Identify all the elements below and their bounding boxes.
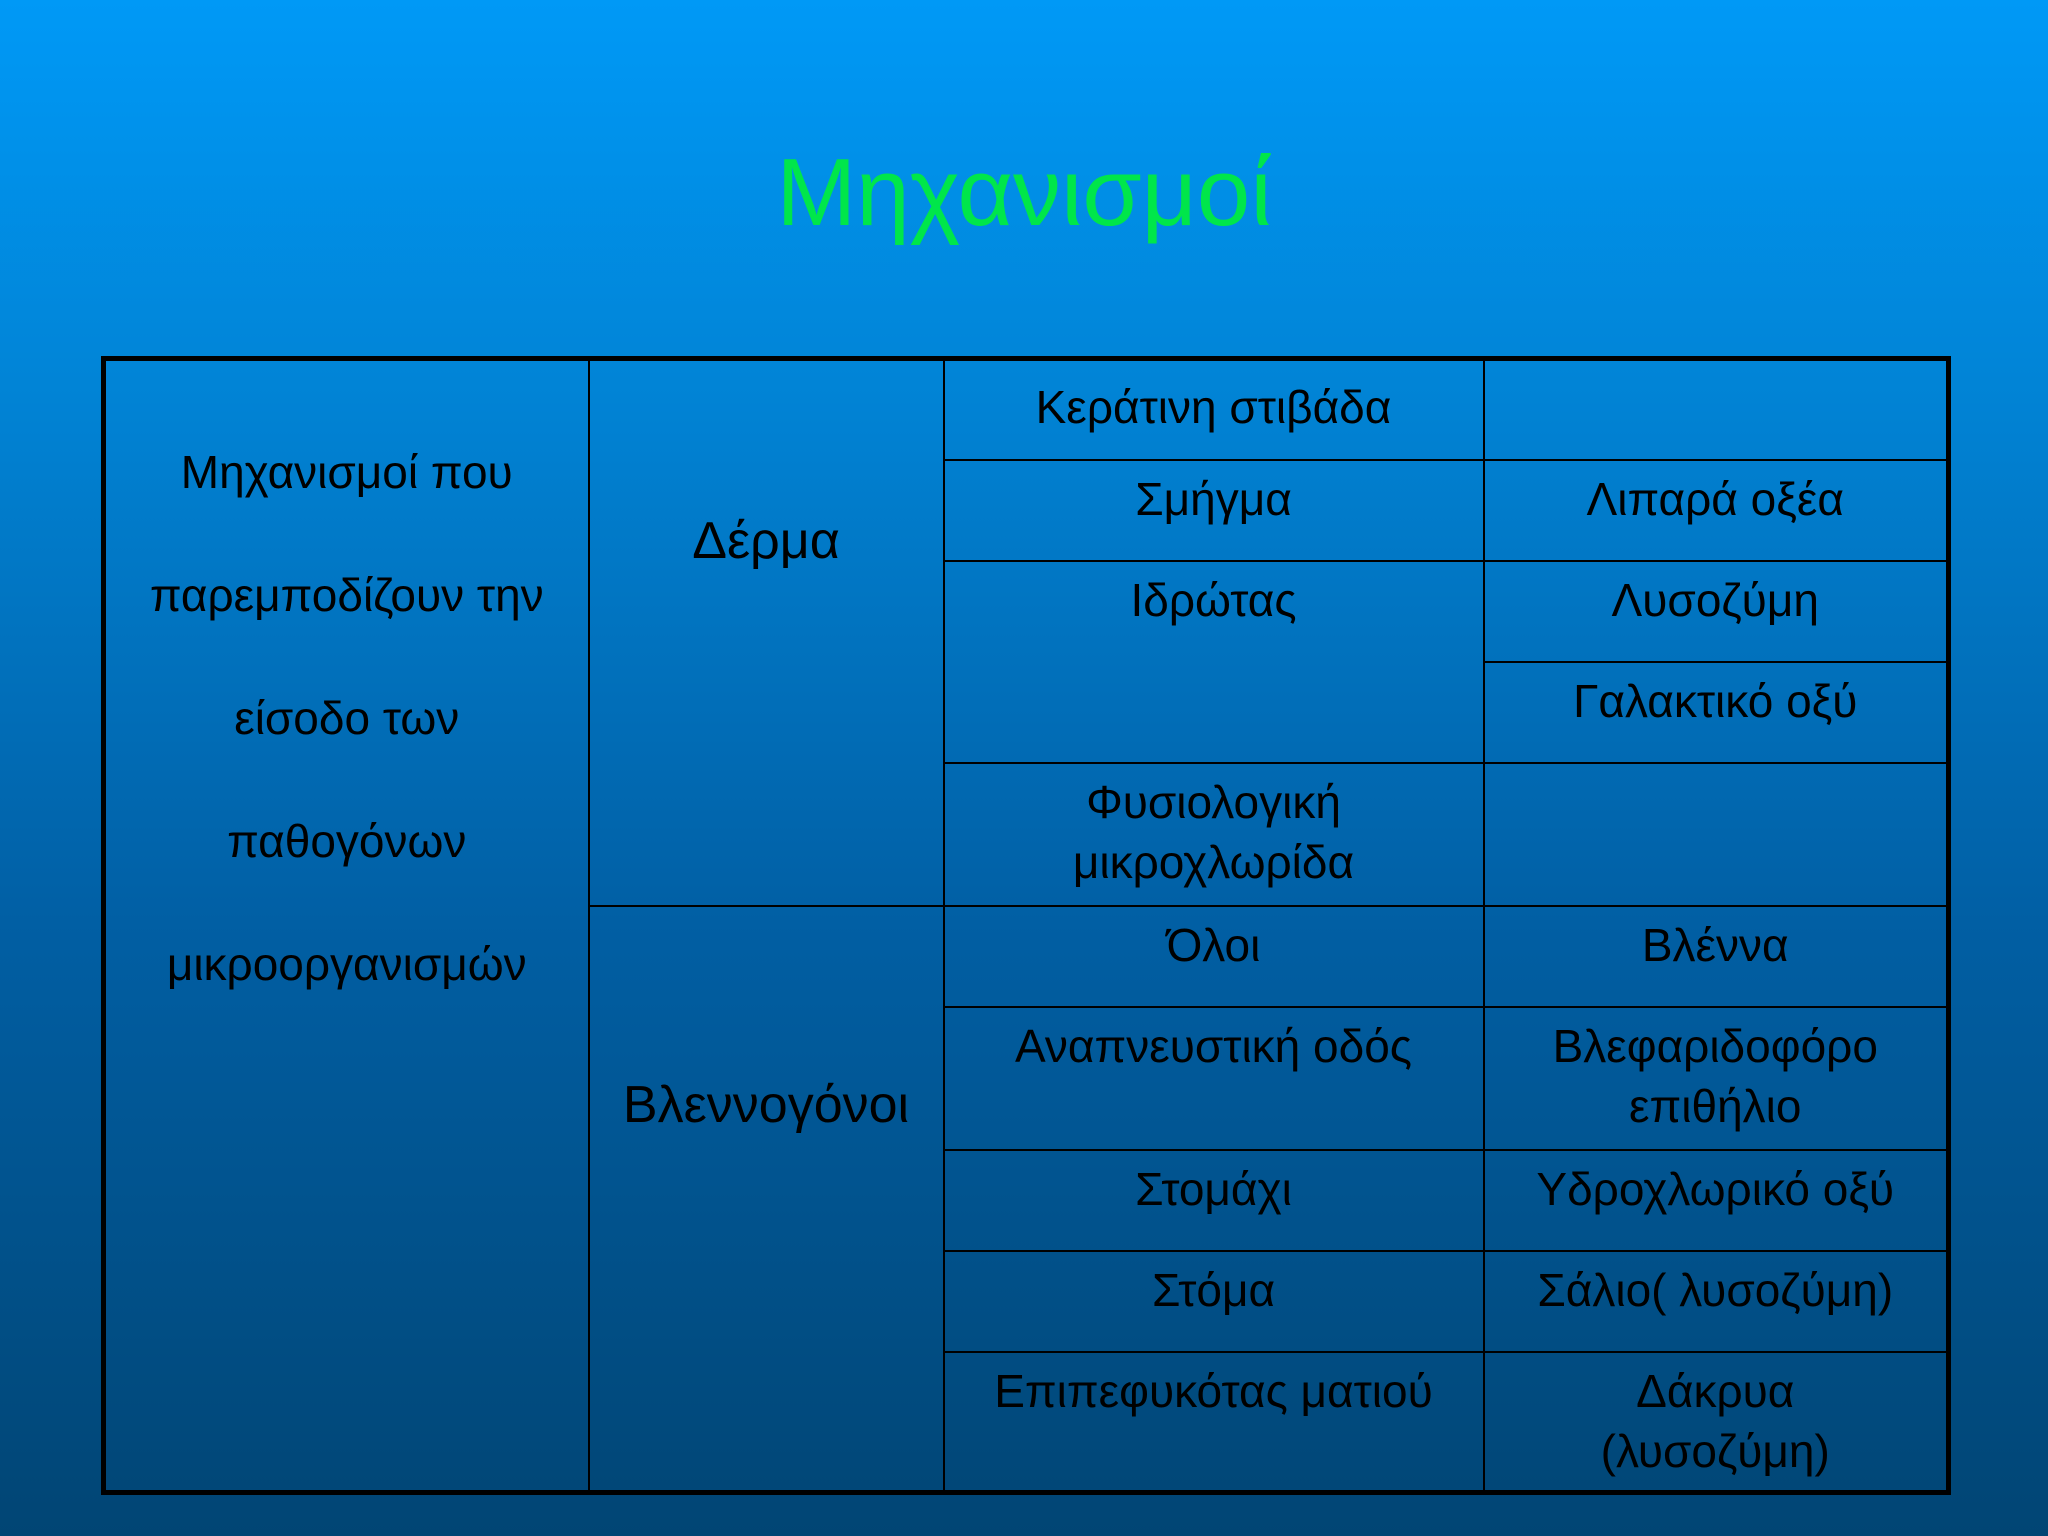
group-label-cell [104,359,589,1493]
mechanism-cell: Σμήγμα [944,460,1484,561]
agent-cell: Σάλιο( λυσοζύμη) [1484,1251,1949,1352]
agent-line: Δάκρυα [1636,1364,1795,1417]
agent-cell: Υδροχλωρικό οξύ [1484,1150,1949,1251]
agent-line: (λυσοζύμη) [1600,1424,1830,1477]
agent-cell: Λιπαρά οξέα [1484,460,1949,561]
mechanism-cell: Στομάχι [944,1150,1484,1251]
mucosa-label-cell: Βλεννογόνοι [589,906,944,1493]
table-row [104,359,1949,460]
group-label-line: Μηχανισμοί που [180,446,513,498]
agent-cell: Βλέννα [1484,906,1949,1007]
skin-label-cell: Δέρμα [589,359,944,906]
mechanism-cell [944,763,1484,906]
group-label-line: είσοδο των [234,692,460,744]
agent-line: επιθήλιο [1629,1079,1802,1132]
mechanism-cell: Στόμα [944,1251,1484,1352]
mechanism-line: μικροχλωρίδα [1072,835,1355,888]
agent-cell [1484,1352,1949,1493]
mechanism-cell: Κεράτινη στιβάδα [944,359,1484,460]
mechanism-cell: Επιπεφυκότας ματιού [944,1352,1484,1493]
agent-line: Βλεφαριδοφόρο [1552,1019,1878,1072]
mechanism-line: Φυσιολογική [1086,775,1341,828]
mechanism-cell: Όλοι [944,906,1484,1007]
slide-title: Μηχανισμοί [776,139,1272,246]
mechanism-cell: Αναπνευστική οδός [944,1007,1484,1150]
agent-cell [1484,1007,1949,1150]
agent-cell: Γαλακτικό οξύ [1484,662,1949,763]
agent-cell: Λυσοζύμη [1484,561,1949,662]
group-label-line: παρεμποδίζουν την [149,569,544,621]
mechanisms-table [101,356,1951,1495]
mechanism-cell: Ιδρώτας [944,561,1484,763]
group-label-line: μικροοργανισμών [166,938,527,990]
group-label-line: παθογόνων [227,815,467,867]
agent-cell [1484,359,1949,460]
agent-cell [1484,763,1949,906]
